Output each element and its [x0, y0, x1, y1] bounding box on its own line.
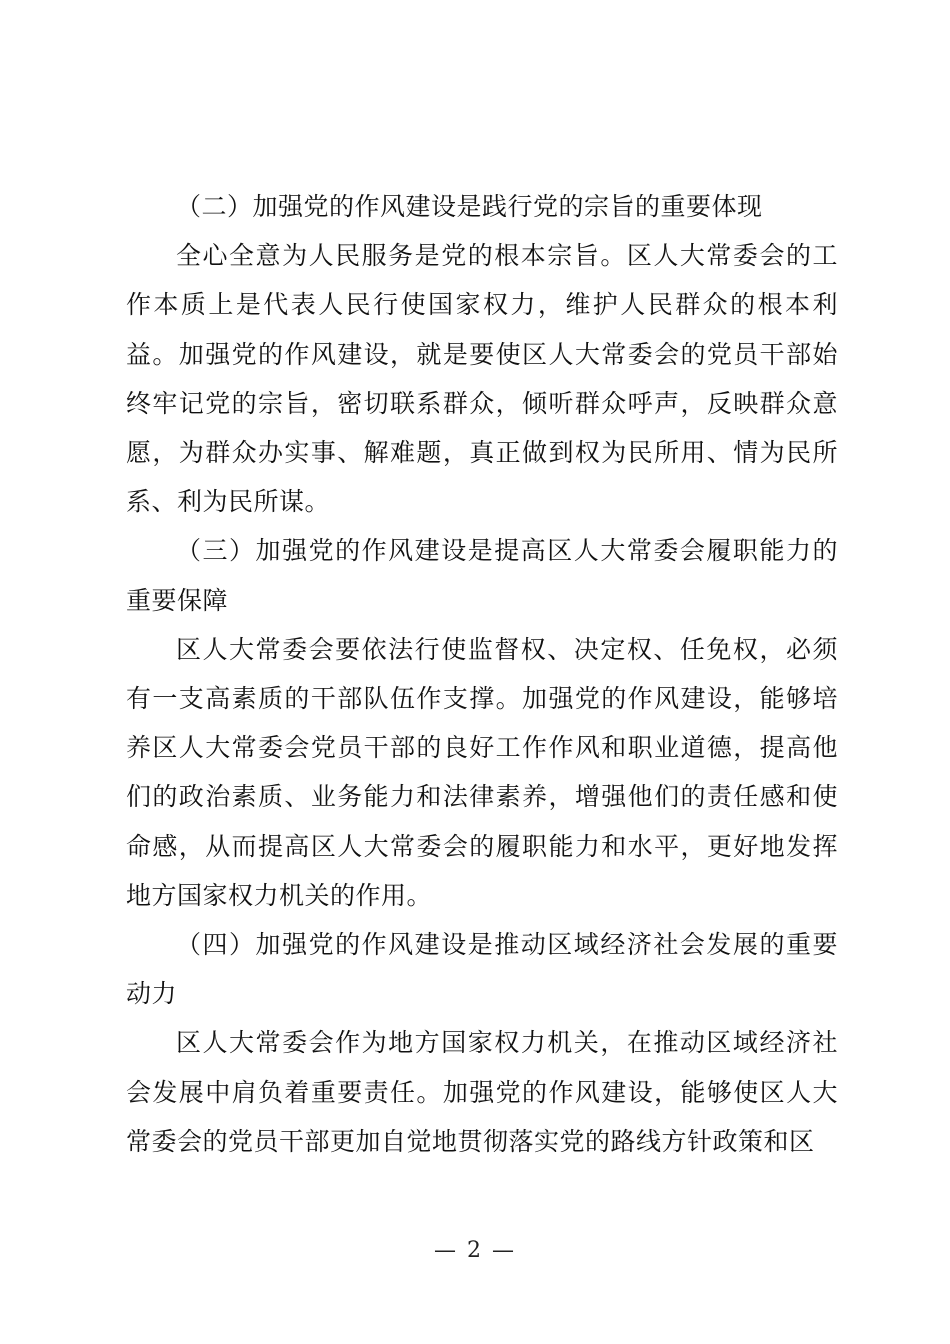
- body-paragraph: 区人大常委会作为地方国家权力机关，在推动区域经济社会发展中肩负着重要责任。加强党的作风建设，能够使区人大常委会的党员干部更加自觉地贯彻落实党的路线方针政策和区: [126, 1028, 838, 1156]
- section-heading-3: （三）加强党的作风建设是提高区人大常委会履职能力的重要保障: [126, 536, 838, 615]
- page-number: — 2 —: [434, 1238, 516, 1263]
- body-paragraph: 全心全意为人民服务是党的根本宗旨。区人大常委会的工作本质上是代表人民行使国家权力，维护人民群众的根本利益。加强党的作风建设，就是要使区人大常委会的党员干部始终牢记党的宗旨，密切联系群众，倾听群众呼声，反映群众意愿，为群众办实事、解难题，真正做到权为民所用、情为民所系、利为民所谋。: [126, 241, 838, 517]
- document-body: [126, 182, 838, 1166]
- body-paragraph: 区人大常委会要依法行使监督权、决定权、任免权，必须有一支高素质的干部队伍作支撑。加强党的作风建设，能够培养区人大常委会党员干部的良好工作作风和职业道德，提高他们的政治素质、业务能力和法律素养，增强他们的责任感和使命感，从而提高区人大常委会的履职能力和水平，更好地发挥地方国家权力机关的作用。: [126, 634, 838, 910]
- section-heading-4: （四）加强党的作风建设是推动区域经济社会发展的重要动力: [126, 930, 838, 1009]
- section-heading-2: （二）加强党的作风建设是践行党的宗旨的重要体现: [176, 192, 763, 221]
